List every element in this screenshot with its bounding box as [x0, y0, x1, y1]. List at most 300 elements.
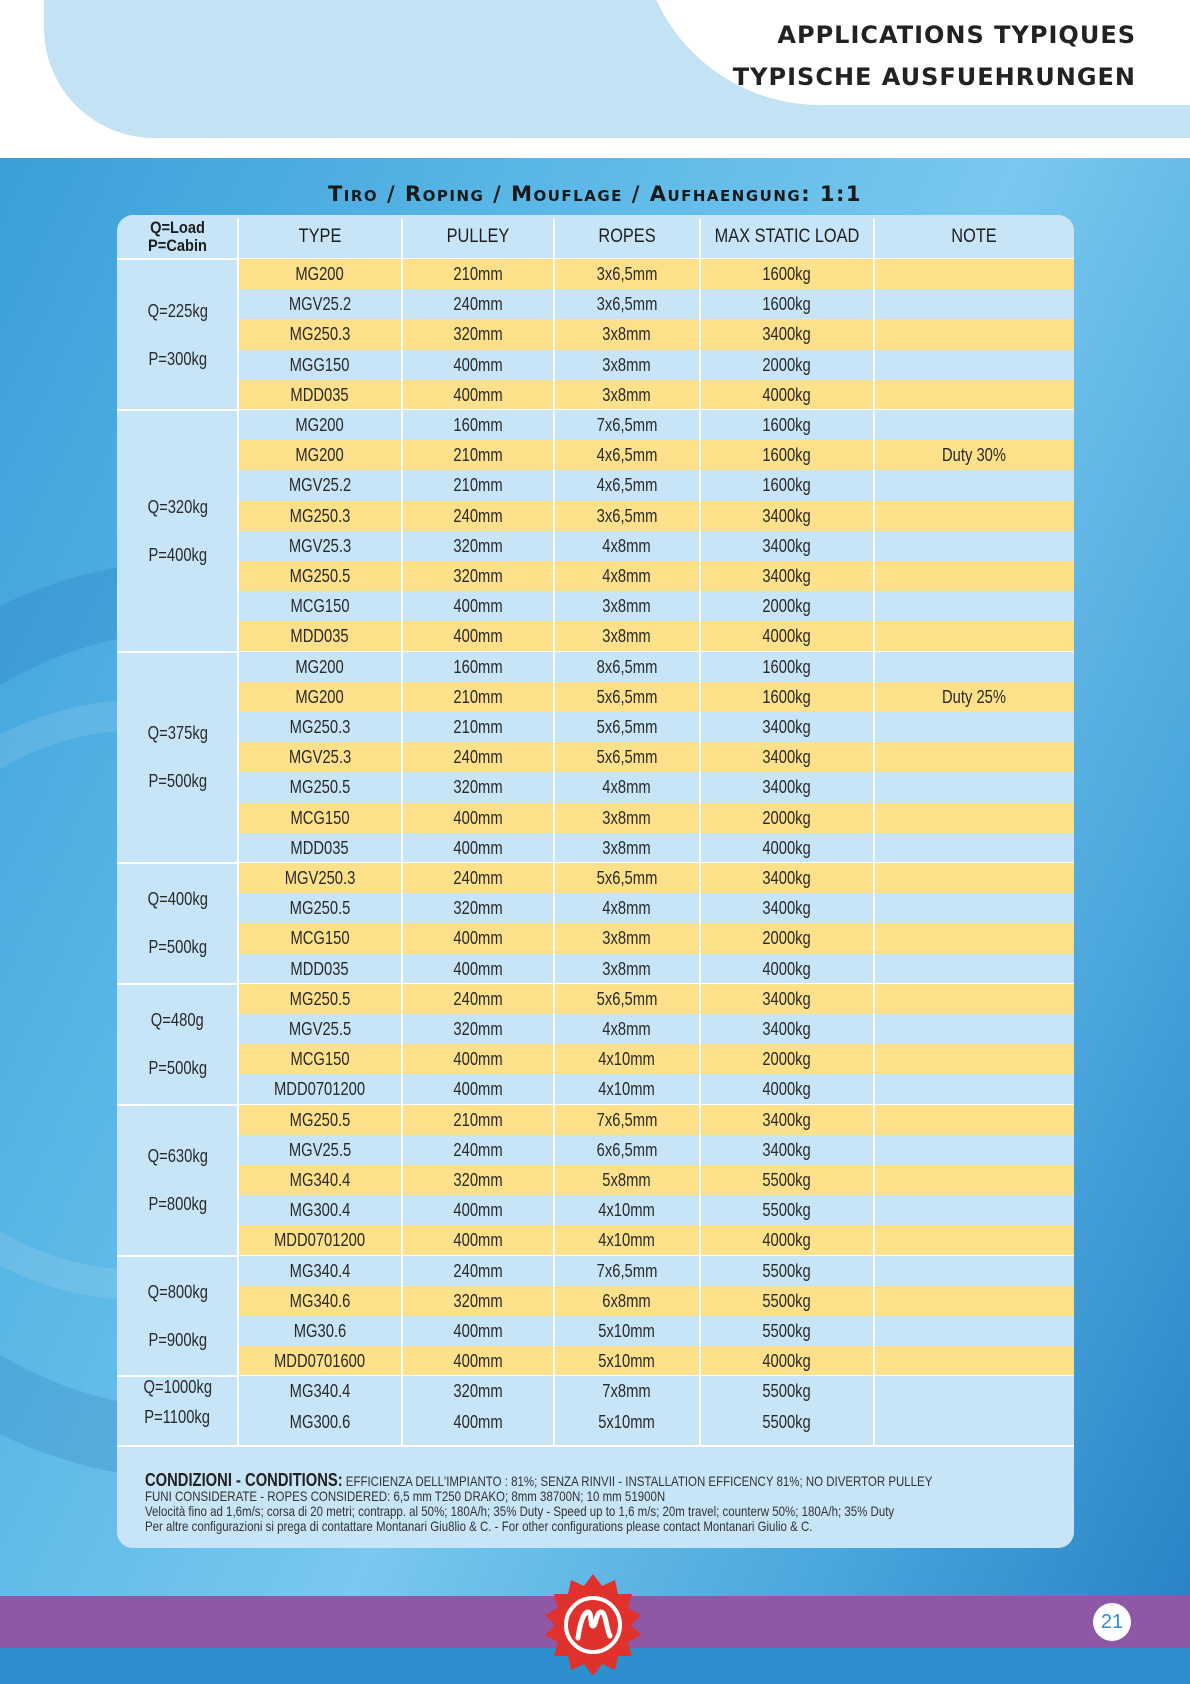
cell-type-text: MG200 [295, 445, 345, 466]
cell-ropes [554, 621, 700, 651]
cell-load-text: 5500kg [762, 1170, 812, 1190]
cell-note [874, 501, 1074, 531]
cell-type [238, 1165, 402, 1195]
cell-ropes [554, 561, 700, 591]
table-row [238, 1105, 1074, 1135]
cell-load-text: 5500kg [762, 1381, 812, 1402]
group-cabin: P=500kg [148, 937, 207, 958]
cell-pulley-text: 400mm [453, 928, 503, 949]
cell-type [238, 1074, 402, 1104]
cell-pulley-text: 400mm [453, 1049, 503, 1070]
cell-load [700, 803, 874, 833]
cell-note [874, 561, 1074, 591]
cell-pulley-text: 320mm [453, 535, 503, 556]
cell-ropes [554, 1256, 700, 1286]
cell-pulley [402, 1407, 554, 1437]
cell-type [238, 440, 402, 470]
cell-pulley-text: 160mm [453, 415, 503, 435]
cell-load-text: 3400kg [762, 324, 812, 345]
table-row [238, 470, 1074, 500]
cell-pulley [402, 621, 554, 651]
cell-ropes-text: 3x8mm [602, 837, 652, 858]
cell-pulley [402, 531, 554, 561]
cell-ropes [554, 1074, 700, 1104]
cell-ropes-text: 4x8mm [602, 566, 652, 586]
cell-note [874, 289, 1074, 319]
cell-ropes-text: 4x6,5mm [596, 445, 658, 466]
cell-pulley [402, 984, 554, 1014]
cell-type [238, 1376, 402, 1406]
cell-pulley-text: 400mm [453, 596, 503, 617]
group-cabin: P=1100kg [144, 1407, 211, 1428]
cell-note [874, 833, 1074, 863]
cell-note [874, 1256, 1074, 1286]
table-row [238, 893, 1074, 923]
cell-note [874, 863, 1074, 893]
cell-load-text: 3400kg [762, 1139, 812, 1160]
cell-load-text: 3400kg [762, 566, 812, 586]
cell-type-text: MGV25.5 [288, 1019, 352, 1039]
cell-load-text: 3400kg [762, 747, 812, 768]
cell-pulley [402, 380, 554, 410]
cell-ropes-text: 3x8mm [602, 384, 652, 405]
cell-load [700, 531, 874, 561]
cell-ropes [554, 1407, 700, 1437]
cell-pulley-text: 320mm [453, 1381, 503, 1402]
cell-note [874, 319, 1074, 349]
conditions-label: CONDIZIONI - CONDITIONS: [145, 1470, 343, 1490]
cell-load-text: 4000kg [762, 1079, 812, 1100]
cell-load [700, 954, 874, 984]
cell-pulley [402, 350, 554, 380]
cell-type-text: MG340.4 [289, 1260, 351, 1281]
cell-ropes [554, 1195, 700, 1225]
group-label [117, 1268, 238, 1364]
cell-note [874, 712, 1074, 742]
cell-load-text: 3400kg [762, 1109, 812, 1130]
cell-ropes [554, 1165, 700, 1195]
cell-load-text: 5500kg [762, 1290, 812, 1311]
cell-load-text: 1600kg [762, 264, 812, 284]
table-row [238, 1165, 1074, 1195]
conditions-line-3: Velocità fino ad 1,6m/s; corsa di 20 metri; contrapp. al 50%; 180A/h; 35% Duty - Speed up to 1,6 m/s; 20m travel; counterw 50%; 180A/h; 35% Duty [145, 1503, 895, 1519]
cell-pulley [402, 1286, 554, 1316]
table-row [238, 1316, 1074, 1346]
group-cabin: P=500kg [148, 1058, 207, 1079]
cell-type [238, 803, 402, 833]
cell-ropes-text: 5x6,5mm [596, 868, 658, 888]
cell-type-text: MG200 [295, 686, 345, 707]
table-row [238, 803, 1074, 833]
cell-type [238, 531, 402, 561]
cell-load-text: 3400kg [762, 535, 812, 556]
cell-ropes [554, 772, 700, 802]
group-load: Q=400kg [147, 889, 208, 910]
cell-load-text: 5500kg [762, 1260, 812, 1281]
cell-note [874, 259, 1074, 289]
cell-ropes [554, 863, 700, 893]
cell-type-text: MG250.3 [289, 505, 351, 526]
cell-type [238, 1105, 402, 1135]
cell-load-text: 1600kg [762, 445, 812, 466]
group-cabin: P=500kg [148, 771, 207, 792]
cell-type-text: MDD0701200 [274, 1079, 366, 1100]
cell-pulley-text: 400mm [453, 807, 503, 828]
cell-load-text: 3400kg [762, 988, 812, 1009]
cell-note [874, 410, 1074, 440]
cell-pulley-text: 400mm [453, 1230, 503, 1251]
cell-type [238, 1346, 402, 1376]
cell-note [874, 380, 1074, 410]
cell-type [238, 652, 402, 682]
cell-note [874, 1286, 1074, 1316]
cell-load-text: 3400kg [762, 717, 812, 737]
header-note: NOTE [951, 226, 997, 247]
group-cabin: P=900kg [148, 1330, 207, 1350]
cell-note [874, 591, 1074, 621]
cell-pulley-text: 400mm [453, 1079, 503, 1100]
cell-type-text: MDD035 [290, 837, 350, 858]
cell-ropes [554, 440, 700, 470]
cell-type [238, 1225, 402, 1255]
cell-type-text: MG200 [295, 264, 345, 284]
cell-type-text: MDD035 [290, 626, 350, 647]
table-row [238, 1014, 1074, 1044]
cell-pulley-text: 240mm [453, 868, 503, 888]
cell-load [700, 470, 874, 500]
cell-type [238, 772, 402, 802]
cell-ropes [554, 1014, 700, 1044]
table-row [238, 350, 1074, 380]
group-cabin: P=300kg [148, 348, 207, 369]
table-bottom-divider [117, 1445, 1074, 1447]
cell-pulley-text: 210mm [453, 717, 503, 737]
cell-ropes [554, 923, 700, 953]
cell-load [700, 410, 874, 440]
cell-type [238, 289, 402, 319]
cell-load [700, 561, 874, 591]
heading-line-2: TYPISCHE AUSFUEHRUNGEN [732, 63, 1136, 91]
cell-load [700, 682, 874, 712]
cell-pulley-text: 210mm [453, 686, 503, 707]
cell-ropes-text: 5x6,5mm [596, 988, 658, 1009]
cell-type [238, 350, 402, 380]
cell-pulley [402, 470, 554, 500]
cell-ropes-text: 6x6,5mm [596, 1139, 658, 1160]
cell-pulley-text: 240mm [453, 505, 503, 526]
cell-pulley [402, 440, 554, 470]
cell-ropes [554, 833, 700, 863]
cell-pulley [402, 863, 554, 893]
cell-type-text: MG200 [295, 656, 345, 677]
page-heading [733, 14, 1136, 98]
cell-pulley [402, 591, 554, 621]
cell-pulley-text: 240mm [453, 747, 503, 768]
table-row [238, 1195, 1074, 1225]
cell-type-text: MDD035 [290, 958, 350, 979]
table-row [238, 923, 1074, 953]
cell-pulley [402, 1014, 554, 1044]
cell-load-text: 4000kg [762, 626, 812, 647]
table-row [238, 954, 1074, 984]
cell-type-text: MG250.3 [289, 324, 351, 345]
cell-ropes-text: 3x8mm [602, 958, 652, 979]
cell-type-text: MG250.5 [289, 777, 351, 798]
cell-ropes [554, 1376, 700, 1406]
cell-ropes [554, 954, 700, 984]
cell-type [238, 712, 402, 742]
cell-load [700, 1225, 874, 1255]
table-row [238, 742, 1074, 772]
cell-load [700, 350, 874, 380]
cell-load-text: 1600kg [762, 656, 812, 677]
group-load: Q=480g [151, 1010, 204, 1031]
cell-note [874, 531, 1074, 561]
cell-ropes-text: 3x8mm [602, 354, 652, 375]
group-load: Q=320kg [147, 496, 208, 517]
cell-type-text: MG300.4 [289, 1200, 351, 1221]
table-row [238, 1044, 1074, 1074]
cell-type-text: MG300.6 [289, 1411, 351, 1432]
cell-pulley [402, 772, 554, 802]
cell-type [238, 954, 402, 984]
cell-ropes-text: 6x8mm [602, 1290, 652, 1311]
cell-type [238, 923, 402, 953]
page-number: 21 [1093, 1603, 1131, 1641]
cell-ropes [554, 350, 700, 380]
cell-ropes-text: 8x6,5mm [596, 656, 658, 677]
cell-ropes-text: 4x10mm [598, 1049, 656, 1070]
cell-load [700, 289, 874, 319]
cell-ropes [554, 742, 700, 772]
cell-type-text: MGV25.3 [288, 535, 352, 556]
cell-load [700, 1014, 874, 1044]
cell-note [874, 1044, 1074, 1074]
cell-note [874, 803, 1074, 833]
cell-ropes-text: 3x8mm [602, 626, 652, 647]
cell-load-text: 4000kg [762, 384, 812, 405]
cell-ropes-text: 3x8mm [602, 928, 652, 949]
cell-ropes-text: 7x6,5mm [596, 415, 658, 435]
cell-type-text: MG250.5 [289, 566, 351, 586]
cell-pulley [402, 1135, 554, 1165]
cell-pulley [402, 501, 554, 531]
table-row [238, 561, 1074, 591]
cell-pulley-text: 240mm [453, 294, 503, 315]
cell-load [700, 259, 874, 289]
cell-ropes [554, 1316, 700, 1346]
table-row [238, 440, 1074, 470]
cell-load [700, 1286, 874, 1316]
cell-pulley [402, 833, 554, 863]
cell-type [238, 1014, 402, 1044]
cell-pulley [402, 1316, 554, 1346]
cell-type [238, 380, 402, 410]
cell-note [874, 350, 1074, 380]
cell-type-text: MG340.6 [289, 1290, 351, 1311]
cell-load-text: 3400kg [762, 898, 812, 919]
cell-load [700, 1256, 874, 1286]
cell-ropes-text: 7x6,5mm [596, 1260, 658, 1281]
cell-type [238, 621, 402, 651]
cell-pulley [402, 742, 554, 772]
group-label [117, 709, 238, 805]
table-row [238, 259, 1074, 289]
cell-ropes-text: 7x6,5mm [596, 1109, 658, 1130]
cell-type [238, 259, 402, 289]
cell-pulley-text: 400mm [453, 1321, 503, 1341]
cell-pulley-text: 320mm [453, 566, 503, 586]
cell-type-text: MG200 [295, 415, 345, 435]
cell-load-text: 3400kg [762, 777, 812, 798]
cell-type [238, 1044, 402, 1074]
cell-type [238, 470, 402, 500]
cell-pulley-text: 400mm [453, 384, 503, 405]
cell-load [700, 1316, 874, 1346]
cell-pulley-text: 210mm [453, 475, 503, 496]
cell-load-text: 5500kg [762, 1411, 812, 1432]
group-label [117, 1372, 238, 1468]
cell-note [874, 772, 1074, 802]
cell-note [874, 621, 1074, 651]
table-row [238, 1074, 1074, 1104]
cell-load-text: 2000kg [762, 354, 812, 375]
table-row [238, 1346, 1074, 1376]
cell-type-text: MGV25.2 [288, 294, 352, 315]
cell-type-text: MG250.5 [289, 1109, 351, 1130]
cell-type [238, 863, 402, 893]
cell-type [238, 501, 402, 531]
cell-ropes [554, 470, 700, 500]
cell-load [700, 1376, 874, 1406]
cell-pulley-text: 210mm [453, 445, 503, 466]
cell-load [700, 712, 874, 742]
cell-type-text: MG340.4 [289, 1170, 351, 1190]
cell-pulley-text: 400mm [453, 1351, 503, 1372]
cell-type-text: MGV25.2 [288, 475, 352, 496]
cell-type [238, 1135, 402, 1165]
cell-pulley [402, 1195, 554, 1225]
header-type: TYPE [298, 226, 342, 247]
cell-load-text: 4000kg [762, 1351, 812, 1372]
cell-pulley [402, 289, 554, 319]
table-row [238, 1256, 1074, 1286]
cell-type-text: MG30.6 [293, 1321, 347, 1341]
cell-pulley [402, 1225, 554, 1255]
group-cabin: P=800kg [148, 1194, 207, 1215]
cell-note [874, 742, 1074, 772]
cell-pulley-text: 210mm [453, 264, 503, 284]
cell-ropes-text: 5x10mm [598, 1321, 656, 1341]
group-load: Q=630kg [147, 1146, 208, 1167]
cell-load [700, 1165, 874, 1195]
cell-load-text: 4000kg [762, 837, 812, 858]
cell-pulley [402, 954, 554, 984]
gear-logo-icon [540, 1572, 646, 1678]
column-divider [553, 219, 555, 1445]
cell-type [238, 1407, 402, 1437]
cell-type [238, 742, 402, 772]
cell-type-text: MGV25.3 [288, 747, 352, 768]
cell-load [700, 652, 874, 682]
group-load: Q=1000kg [143, 1377, 212, 1398]
cell-pulley [402, 1044, 554, 1074]
table-row [238, 772, 1074, 802]
cell-note [874, 1165, 1074, 1195]
cell-type-text: MDD0701600 [274, 1351, 366, 1372]
cell-type-text: MCG150 [290, 928, 350, 949]
cell-load-text: 3400kg [762, 505, 812, 526]
cell-ropes [554, 1135, 700, 1165]
cell-load [700, 440, 874, 470]
cell-note [874, 1105, 1074, 1135]
cell-ropes [554, 380, 700, 410]
cell-load [700, 1135, 874, 1165]
cell-pulley-text: 400mm [453, 354, 503, 375]
cell-type [238, 984, 402, 1014]
cell-load [700, 772, 874, 802]
table-row [238, 682, 1074, 712]
cell-type-text: MDD0701200 [274, 1230, 366, 1251]
cell-load [700, 1195, 874, 1225]
header-max-static-load: MAX STATIC LOAD [714, 226, 860, 247]
column-divider [401, 219, 403, 1445]
cell-note-text: Duty 25% [941, 686, 1006, 707]
cell-load [700, 1105, 874, 1135]
header-p-label: P=Cabin [148, 236, 207, 255]
cell-pulley [402, 319, 554, 349]
heading-line-1: APPLICATIONS TYPIQUES [777, 21, 1136, 49]
cell-note [874, 954, 1074, 984]
cell-pulley [402, 712, 554, 742]
cell-ropes-text: 3x8mm [602, 324, 652, 345]
cell-pulley [402, 410, 554, 440]
header-q-label: Q=Load [150, 218, 205, 237]
cell-type-text: MCG150 [290, 596, 350, 617]
table-row [238, 410, 1074, 440]
cell-ropes-text: 7x8mm [602, 1381, 652, 1402]
cell-type [238, 410, 402, 440]
cell-ropes [554, 652, 700, 682]
cell-type [238, 1256, 402, 1286]
conditions-line-1: EFFICIENZA DELL'IMPIANTO : 81%; SENZA RINVII - INSTALLATION EFFICENCY 81%; NO DIVERTOR PULLEY [342, 1473, 933, 1489]
cell-ropes [554, 591, 700, 621]
cell-ropes-text: 3x6,5mm [596, 505, 658, 526]
cell-type [238, 591, 402, 621]
cell-note [874, 923, 1074, 953]
cell-note [874, 440, 1074, 470]
cell-load [700, 1044, 874, 1074]
table-row [238, 1135, 1074, 1165]
cell-load-text: 2000kg [762, 807, 812, 828]
table-title: Tiro / Roping / Mouflage / Aufhaengung: 1:1 [327, 182, 863, 206]
cell-type [238, 833, 402, 863]
cell-ropes-text: 3x8mm [602, 807, 652, 828]
cell-ropes [554, 893, 700, 923]
cell-pulley [402, 893, 554, 923]
cell-type [238, 893, 402, 923]
table-row [238, 1225, 1074, 1255]
cell-ropes [554, 410, 700, 440]
cell-load-text: 4000kg [762, 958, 812, 979]
cell-type [238, 1316, 402, 1346]
cell-note [874, 1376, 1074, 1406]
cell-note-text: Duty 30% [941, 445, 1006, 466]
table-row [238, 1407, 1074, 1437]
cell-type-text: MG250.3 [289, 717, 351, 737]
group-label [117, 287, 238, 383]
cell-pulley [402, 259, 554, 289]
